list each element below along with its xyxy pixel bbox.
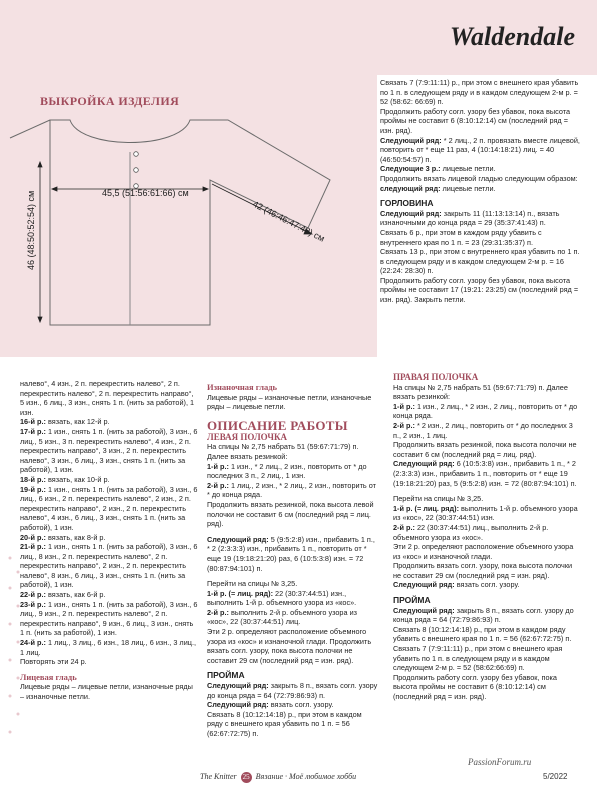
- paragraph: 1-й р. (= лиц. ряд): выполнить 1-й р. объемного узора из «кос», 22 (30:37:44:51) изн.: [393, 503, 578, 523]
- paragraph: 16-й р.: вязать, как 12-й р.: [20, 417, 110, 427]
- left-column: [20, 379, 198, 702]
- paragraph: 2-й р.: 22 (30:37:44:51) лиц., выполнить 2-й р. объемного узора из «кос».: [393, 522, 549, 542]
- paragraph: следующий ряд: лицевые петли.: [380, 183, 496, 193]
- paragraph: 2-й р.: 1 лиц., 2 изн., * 2 лиц., 2 изн., повторить от * до конца ряда.: [207, 480, 377, 500]
- paragraph: Эти 2 р. определяют расположение объемного узора из «кос» и изнаночной глади. Продолжить вязать согл. узору, пока высота полочки не составит 29 см (последний ряд = изн. ряд).: [207, 627, 372, 665]
- subsection-heading: Лицевая гладь: [20, 671, 77, 682]
- paragraph: Связать 7 (7:9:11:11) р., при этом с внешнего края убавить по 1 п. в следующем ряду и в каждом следующем 2-м р. = 52 (58:62: 66:69) п.: [380, 78, 579, 107]
- paragraph: 22-й р.: вязать, как 6-й р.: [20, 590, 106, 600]
- paragraph: Продолжить работу согл. узору без убавок, пока высота проймы не составит 6 (8:10:12:14) см (последний ряд = изн. ряд).: [393, 672, 557, 701]
- paragraph: Следующий ряд: закрыть 8 п., вязать согл. узору до конца ряда = 64 (72:79:86:93) п.: [207, 681, 378, 700]
- paragraph: налево°, 4 изн., 2 п. перекрестить налево°, 2 п. перекрестить налево°, 2 п. перекрестить направо°, 5 изн., 6 лиц., 3 изн., снять 1 п. (нить за работой), 1 изн.: [20, 379, 195, 417]
- paragraph: 1-й р. (= лиц. ряд): 22 (30:37:44:51) изн., выполнить 1-й р. объемного узора из «кос».: [207, 588, 357, 608]
- paragraph: Продолжить вязать резинкой, пока высота левой полочки не составит 6 см (последний ряд = лиц. ряд).: [207, 499, 374, 529]
- paragraph: 19-й р.: 1 изн., снять 1 п. (нить за работой), 3 изн., 6 лиц., 6 изн., 2 п. перекрестить налево°, 2 изн., 2 п. перекрестить направо°, 2 изн., 2 п. перекрестить налево°, 4 изн., 6 лиц., 3 изн., снять 1 п. (нить за работой), 1 изн.: [20, 484, 198, 532]
- paragraph: 1-й р.: 1 изн., 2 лиц., * 2 изн., 2 лиц., повторить от * до конца ряда.: [393, 401, 578, 421]
- paragraph: 17-й р.: 1 изн., снять 1 п. (нить за работой), 3 изн., 6 лиц., 5 изн., 3 п. перекрестить налево°, 4 изн., 2 п. перекрестить направо°, 3 изн., 2 п. перекрестить налево°, 3 изн., 6 лиц., 3 изн., снять 1 п. (нить за работой), 1 изн.: [20, 426, 198, 475]
- right-shelf-heading: ПРАВАЯ ПОЛОЧКА: [393, 372, 479, 382]
- pattern-title: ВЫКРОЙКА ИЗДЕЛИЯ: [40, 94, 180, 108]
- paragraph: На спицы № 2,75 набрать 51 (59:67:71:79) п. Далее вязать резинкой:: [393, 382, 568, 402]
- paragraph: Продолжить работу согл. узору без убавок, пока высота проймы не составит 17 (19:21: 23:25) см (последний ряд = изн. ряд). Закрыть петли.: [380, 275, 579, 305]
- paragraph: 2-й р.: выполнить 2-й р. объемного узора из «кос», 22 (30:37:44:51) лиц.: [207, 607, 357, 627]
- left-shelf-heading: ЛЕВАЯ ПОЛОЧКА: [207, 431, 288, 442]
- paragraph: Следующий ряд: закрыть 11 (11:13:13:14) п., вязать изнаночными до конца ряда = 29 (35:37:41:43) п.: [380, 208, 560, 228]
- paragraph: Продолжить вязать лицевой гладью следующим образом:: [380, 173, 578, 183]
- paragraph: 23-й р.: 1 изн., снять 1 п. (нить за работой), 3 изн., 6 лиц., 9 изн., 2 п. перекрестить налево°, 2 п. перекрестить направо°, 9 изн., 6 лиц., 3 изн., снять 1 п. (нить за работой), 1 изн.: [20, 599, 198, 638]
- paragraph: Связать 8 (10:12:14:18) р., при этом в каждом ряду убавить с внешнего края по 1 п. = 56 (62:67:72:75) п.: [393, 624, 572, 644]
- paragraph: Следующий ряд: закрыть 8 п., вязать согл. узору до конца ряда = 64 (72:79:86:93) п.: [393, 605, 574, 625]
- paragraph: 18-й р.: вязать, как 10-й р.: [20, 474, 110, 484]
- brand-title: Waldendale: [449, 22, 575, 51]
- button-icon: [134, 168, 139, 173]
- right-bottom-column: [393, 373, 578, 702]
- paragraph: Продолжить вязать резинкой, пока высота полочки не составит 6 см (последний ряд = лиц. ряд).: [393, 440, 577, 459]
- paragraph: Продолжить работу согл. узору без убавок, пока высота проймы не составит 6 (8:10:12:14) см (последний ряд = изн. ряд).: [380, 106, 571, 135]
- paragraph: Лицевые ряды – изнаночные петли, изнаночные ряды – лицевые петли.: [207, 392, 372, 412]
- paragraph: Следующий ряд: * 2 лиц., 2 п. провязать вместе лицевой, повторить от * еще 11 раз, 4 (10:14:18:21) лиц. = 40 (46:50:54:57) п.: [380, 135, 580, 164]
- armhole-heading: ПРОЙМА: [393, 595, 431, 606]
- middle-column: [207, 383, 379, 739]
- paragraph: Связать 6 р., при этом в каждом ряду убавить с внутреннего края по 1 п. = 23 (29:31:35:37) п.: [380, 227, 542, 247]
- armhole-heading: ПРОЙМА: [207, 670, 245, 681]
- paragraph: Продолжить вязать согл. узору, пока высота полочки не составит 29 см (последний ряд = изн. ряд).: [393, 561, 573, 580]
- paragraph: Следующие 3 р.: лицевые петли.: [380, 164, 496, 174]
- sleeve-label: 42 (46:46:47:48) см: [251, 198, 327, 244]
- paragraph: Перейти на спицы № 3,25.: [393, 494, 484, 504]
- paragraph: Следующий ряд: 6 (10:5:3:8) изн., прибавить 1 п., * 2 (2:3:3:3) изн., прибавить 1 п., повторить от * еще 19 (19:18:21:20) раз, 5 (9:5:2:8) изн. = 72 (80:87:94:101) п.: [393, 459, 577, 488]
- paragraph: Связать 13 р., при этом с внутреннего края убавить по 1 п. в следующем ряду и в каждом следующем 2-м р. = 16 (22:24: 28:30) п.: [380, 247, 580, 276]
- magazine-name: The Knitter 25 Вязание · Моё любимое хобби: [200, 772, 357, 781]
- neck-heading: ГОРЛОВИНА: [380, 198, 434, 209]
- button-icon: [134, 152, 139, 157]
- watermark: PassionForum.ru: [468, 757, 532, 767]
- height-label: 46 (48:50:52:54) см: [26, 190, 36, 270]
- paragraph: Связать 8 (10:12:14:18) р., при этом в каждом ряду с внешнего края убавить по 1 п. = 56 (62:67:72:75) п.: [207, 709, 362, 738]
- paragraph: Перейти на спицы № 3,25.: [207, 579, 298, 589]
- paragraph: 21-й р.: 1 изн., снять 1 п. (нить за работой), 3 изн., 6 лиц., 8 изн., 2 п. перекрестить налево°, 2 п. перекрестить направо°, 2 изн., 2 п. перекрестить налево°, 8 изн., 6 лиц., 3 изн., снять 1 п. (нить за работой), 1 изн.: [20, 542, 198, 590]
- page-number: 25: [242, 773, 250, 781]
- paragraph: Связать 7 (7:9:11:11) р., при этом с внешнего края убавить по 1 п. в следующем ряду и в каждом следующем 2-м р. = 52 (58:62:66:69) п.: [393, 644, 563, 673]
- work-description-heading: ОПИСАНИЕ РАБОТЫ: [207, 417, 348, 433]
- paragraph: Эти 2 р. определяют расположение объемного узора из «кос» и изнаночной глади.: [393, 542, 574, 561]
- paragraph: Следующий ряд: 5 (9:5:2:8) изн., прибавить 1 п., * 2 (2:3:3:3) изн., прибавить 1 п., повторить от * еще 19 (19:18:21:20) раз, 6 (10:5:3:8) изн. = 72 (80:87:94:101) п.: [207, 534, 375, 573]
- paragraph: 24-й р.: 1 лиц., 3 лиц., 6 изн., 18 лиц., 6 изн., 3 лиц., 1 лиц.: [20, 638, 197, 657]
- paragraph: 2-й р.: * 2 изн., 2 лиц., повторить от * до последних 3 п., 2 изн., 1 лиц.: [393, 420, 573, 440]
- paragraph: 1-й р.: 1 изн., * 2 лиц., 2 изн., повторить от * до последних 3 п., 2 лиц., 1 изн.: [207, 461, 367, 481]
- subsection-heading: Изнаночная гладь: [207, 382, 278, 392]
- paragraph: Следующий ряд: вязать согл. узору.: [207, 700, 334, 710]
- paragraph: Лицевые ряды – лицевые петли, изнаночные ряды – изнаночные петли.: [20, 682, 193, 701]
- right-top-column: [380, 78, 580, 305]
- paragraph: 20-й р.: вязать, как 8-й р.: [20, 532, 106, 542]
- paragraph: Следующий ряд: вязать согл. узору.: [393, 580, 520, 590]
- garment-diagram: [26, 110, 375, 355]
- paragraph: Повторять эти 24 р.: [20, 657, 87, 667]
- width-label: 45,5 (51:56:61:66) см: [102, 188, 189, 198]
- issue-date: 5/2022: [543, 772, 568, 781]
- paragraph: На спицы № 2,75 набрать 51 (59:67:71:79) п. Далее вязать резинкой:: [207, 442, 359, 461]
- decorative-dots: [4, 548, 30, 748]
